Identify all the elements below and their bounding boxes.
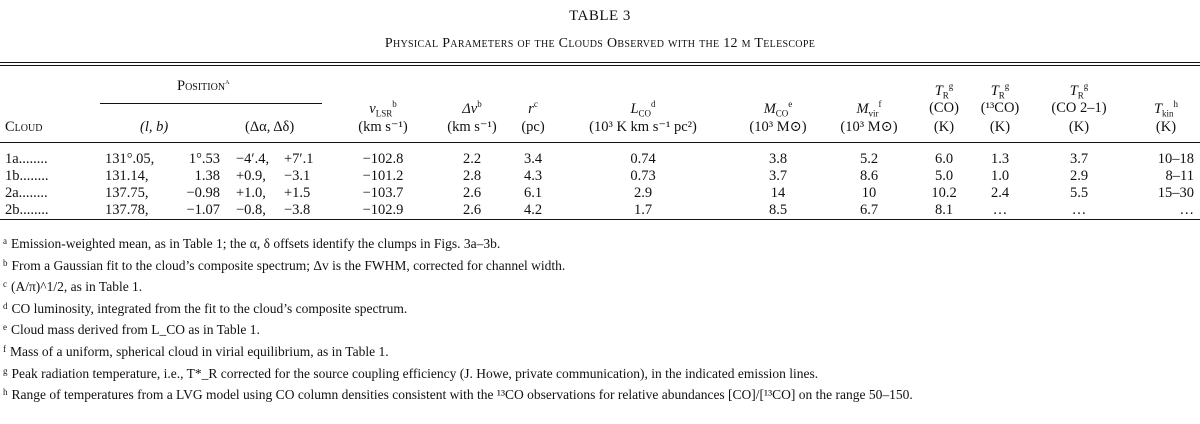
header-r-unit: (pc) <box>521 119 545 135</box>
header-vlsr-unit: (km s⁻¹) <box>358 119 408 135</box>
cell-tr-13co: … <box>992 202 1008 218</box>
cell-vlsr: −103.7 <box>362 185 404 201</box>
cell-tr-13co: 1.0 <box>990 168 1010 184</box>
cell-da: +1.0, <box>236 185 266 201</box>
cell-lco: 0.74 <box>630 151 656 167</box>
cell-tr-13co: 1.3 <box>990 151 1010 167</box>
cell-cloud: 2b........ <box>5 202 49 218</box>
cell-lco: 1.7 <box>633 202 653 218</box>
header-mvir-unit: (10³ M⊙) <box>840 119 898 135</box>
footnote: $^e$ Cloud mass derived from L_CO as in Table 1. <box>3 322 260 338</box>
cell-tkin: … <box>1179 202 1194 218</box>
cell-tr-co: 5.0 <box>934 168 954 184</box>
footnote: $^c$ (A/π)^1/2, as in Table 1. <box>3 279 143 295</box>
header-dv: $\Delta v^b$ <box>462 99 482 117</box>
cell-mvir: 5.2 <box>859 151 879 167</box>
header-tr-co21-line: (CO 2–1) <box>1051 100 1107 116</box>
cell-cloud: 1a........ <box>5 151 48 167</box>
header-tr-13co-unit: (K) <box>989 119 1011 135</box>
footnote: $^d$ CO luminosity, integrated from the fit to the cloud’s composite spectrum. <box>3 300 408 316</box>
cell-dv: 2.6 <box>462 202 482 218</box>
header-vlsr: $v_{LSR}^b$ <box>369 99 397 119</box>
bottom-rule <box>0 219 1200 220</box>
cell-mco: 14 <box>770 185 786 201</box>
cell-tr-co: 8.1 <box>934 202 954 218</box>
cell-vlsr: −101.2 <box>362 168 404 184</box>
footnotes <box>3 232 1198 405</box>
cell-r: 4.3 <box>523 168 543 184</box>
cell-b: −1.07 <box>186 202 220 218</box>
cell-tr-co: 10.2 <box>931 185 957 201</box>
cell-lco: 0.73 <box>630 168 656 184</box>
cell-cloud: 1b........ <box>5 168 49 184</box>
header-lco: $L_{CO}^d$ <box>630 99 656 119</box>
cell-tkin: 10–18 <box>1157 151 1194 167</box>
header-tkin: $T_{kin}^h$ <box>1153 99 1179 119</box>
cell-vlsr: −102.8 <box>362 151 404 167</box>
header-tr-co21: $T_R^g$ <box>1069 81 1089 101</box>
header-tr-co-unit: (K) <box>933 119 955 135</box>
footnote: $^a$ Emission-weighted mean, as in Table 1; the α, δ offsets identify the clumps in Figs. 3a–3b. <box>3 236 501 251</box>
cell-tr-co21: 3.7 <box>1069 151 1089 167</box>
cell-r: 3.4 <box>523 151 543 167</box>
cell-tkin: 8–11 <box>1165 168 1194 184</box>
cell-tr-13co: 2.4 <box>990 185 1010 201</box>
cell-l: 131.14, <box>105 168 149 184</box>
table-number: TABLE 3 <box>569 8 631 24</box>
cell-lco: 2.9 <box>633 185 653 201</box>
cell-tr-co21: 5.5 <box>1069 185 1089 201</box>
header-dv-unit: (km s⁻¹) <box>447 119 497 135</box>
cell-b: −0.98 <box>186 185 220 201</box>
header-mvir: $M_{vir}^f$ <box>856 99 882 119</box>
cell-dd: −3.8 <box>284 202 311 218</box>
header-tr-13co: $T_R^g$ <box>990 81 1010 101</box>
header-cloud: Cloud <box>5 119 43 135</box>
cell-tr-co21: … <box>1071 202 1087 218</box>
header-lco-unit: (10³ K km s⁻¹ pc²) <box>589 119 697 135</box>
cell-l: 131°.05, <box>105 151 155 167</box>
cell-l: 137.75, <box>105 185 149 201</box>
cell-r: 4.2 <box>523 202 543 218</box>
header-rule <box>0 142 1200 143</box>
cell-mco: 3.8 <box>768 151 788 167</box>
header-lb: (l, b) <box>140 119 169 135</box>
position-rule <box>100 103 322 104</box>
header-tr-co21-unit: (K) <box>1068 119 1090 135</box>
cell-r: 6.1 <box>523 185 543 201</box>
cell-tr-co: 6.0 <box>934 151 954 167</box>
cell-vlsr: −102.9 <box>362 202 404 218</box>
cell-mvir: 10 <box>861 185 877 201</box>
top-rule-1 <box>0 62 1200 63</box>
cell-da: −4′.4, <box>236 151 270 167</box>
header-tr-co-line: (CO) <box>929 100 959 116</box>
footnote: $^g$ Peak radiation temperature, i.e., T*_R corrected for the source coupling efficiency (J. Howe, private communication), in the indicated emission lines. <box>3 365 819 381</box>
cell-dv: 2.6 <box>462 185 482 201</box>
header-offsets: (Δα, Δδ) <box>245 119 295 135</box>
cell-b: 1.38 <box>194 168 220 184</box>
header-position: Position$^a$ <box>177 76 230 94</box>
footnote: $^h$ Range of temperatures from a LVG model using CO column densities consistent with the ¹³CO observations for relative abundances [CO]/[¹³CO] on the range 50–150. <box>3 387 913 403</box>
cell-mco: 8.5 <box>768 202 788 218</box>
cell-dv: 2.2 <box>462 151 482 167</box>
header-r: $r^c$ <box>528 99 538 117</box>
cell-mco: 3.7 <box>768 168 788 184</box>
cell-mvir: 6.7 <box>859 202 879 218</box>
cell-tr-co21: 2.9 <box>1069 168 1089 184</box>
cell-tkin: 15–30 <box>1157 185 1194 201</box>
cell-da: −0.8, <box>236 202 266 218</box>
cell-l: 137.78, <box>105 202 149 218</box>
cell-b: 1°.53 <box>188 151 220 167</box>
top-rule-2 <box>0 65 1200 66</box>
footnote: $^f$ Mass of a uniform, spherical cloud in virial equilibrium, as in Table 1. <box>3 343 389 359</box>
cell-dd: −3.1 <box>284 168 311 184</box>
cell-dv: 2.8 <box>462 168 482 184</box>
cell-da: +0.9, <box>236 168 266 184</box>
header-mco: $M_{CO}^e$ <box>763 99 793 119</box>
cell-mvir: 8.6 <box>859 168 879 184</box>
header-mco-unit: (10³ M⊙) <box>749 119 807 135</box>
cell-dd: +7′.1 <box>284 151 314 167</box>
footnote: $^b$ From a Gaussian fit to the cloud’s composite spectrum; Δv is the FWHM, corrected for channel width. <box>3 257 566 273</box>
table-title: Physical Parameters of the Clouds Observed with the 12 m Telescope <box>384 36 816 51</box>
cell-dd: +1.5 <box>284 185 311 201</box>
header-tkin-unit: (K) <box>1155 119 1177 135</box>
cell-cloud: 2a........ <box>5 185 48 201</box>
header-tr-co: $T_R^g$ <box>934 81 954 101</box>
header-tr-13co-line: (¹³CO) <box>980 100 1020 116</box>
